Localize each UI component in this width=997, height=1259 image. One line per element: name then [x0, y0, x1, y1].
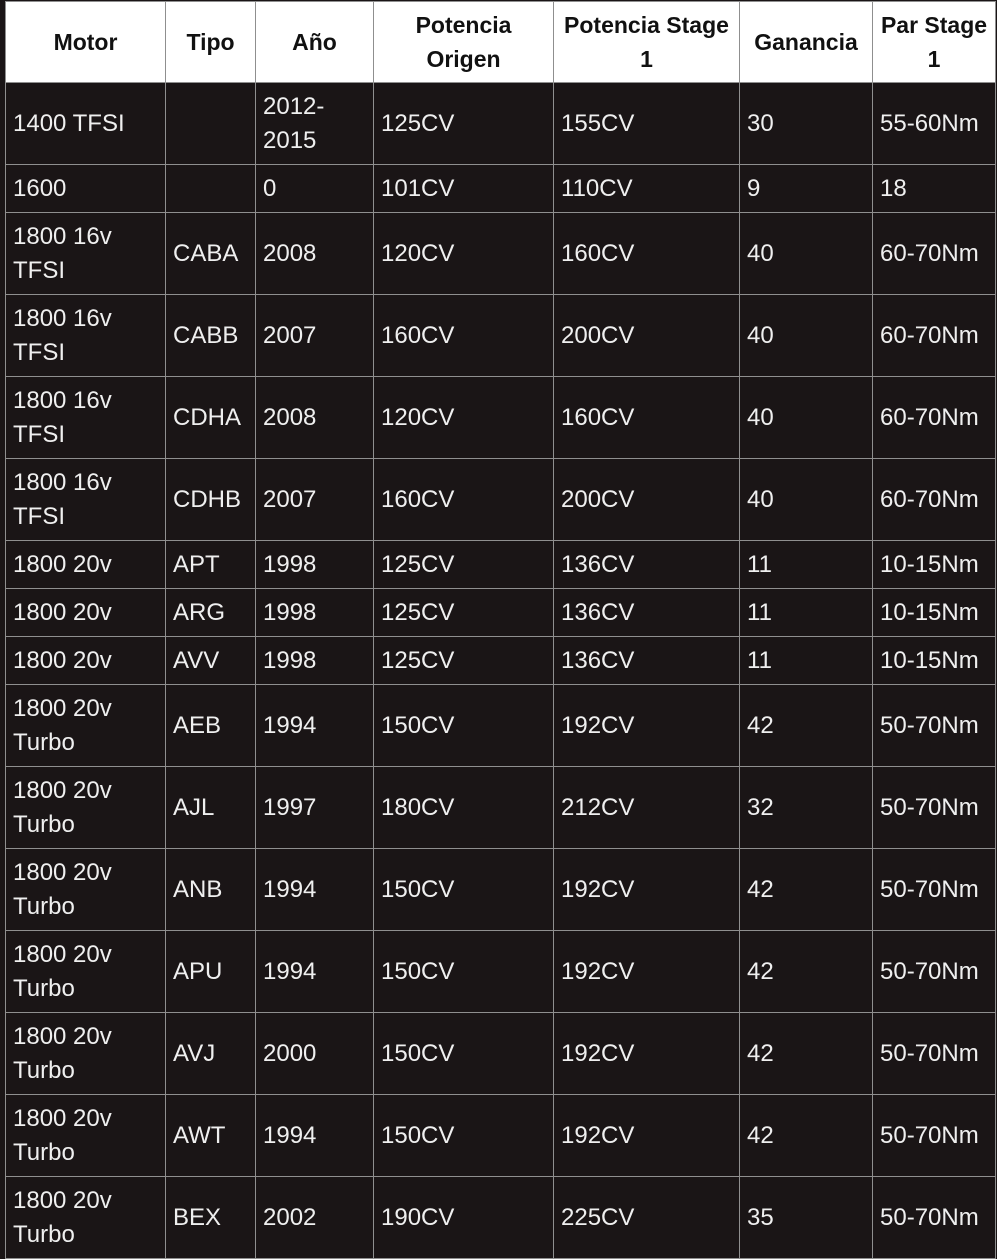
- cell-ganancia: 42: [740, 685, 873, 767]
- cell-ano: 2008: [256, 377, 374, 459]
- cell-motor: 1600: [6, 165, 166, 213]
- cell-ganancia: 40: [740, 459, 873, 541]
- cell-par-stage-1: 18: [873, 165, 996, 213]
- cell-potencia-stage-1: 192CV: [554, 931, 740, 1013]
- cell-potencia-stage-1: 136CV: [554, 637, 740, 685]
- cell-ganancia: 42: [740, 1013, 873, 1095]
- cell-potencia-stage-1: 212CV: [554, 767, 740, 849]
- header-ano: Año: [256, 2, 374, 83]
- table-row: [6, 1013, 996, 1095]
- cell-tipo: CABA: [166, 213, 256, 295]
- cell-potencia-stage-1: 225CV: [554, 1177, 740, 1259]
- cell-potencia-stage-1: 155CV: [554, 83, 740, 165]
- cell-tipo: AEB: [166, 685, 256, 767]
- cell-ganancia: 32: [740, 767, 873, 849]
- cell-potencia-origen: 190CV: [374, 1177, 554, 1259]
- cell-tipo: APT: [166, 541, 256, 589]
- table-row: [6, 459, 996, 541]
- cell-potencia-origen: 120CV: [374, 377, 554, 459]
- cell-ano: 1998: [256, 637, 374, 685]
- cell-ano: 1994: [256, 931, 374, 1013]
- cell-tipo: AVJ: [166, 1013, 256, 1095]
- header-par-stage-1: Par Stage 1: [873, 2, 996, 83]
- cell-potencia-stage-1: 192CV: [554, 685, 740, 767]
- cell-motor: 1800 20v: [6, 589, 166, 637]
- cell-tipo: CABB: [166, 295, 256, 377]
- table-row: [6, 1177, 996, 1259]
- cell-potencia-origen: 125CV: [374, 83, 554, 165]
- cell-par-stage-1: 10-15Nm: [873, 589, 996, 637]
- cell-ganancia: 30: [740, 83, 873, 165]
- cell-ano: 1994: [256, 1095, 374, 1177]
- cell-potencia-stage-1: 192CV: [554, 849, 740, 931]
- cell-ganancia: 9: [740, 165, 873, 213]
- cell-ganancia: 42: [740, 849, 873, 931]
- cell-tipo: [166, 165, 256, 213]
- cell-tipo: CDHB: [166, 459, 256, 541]
- cell-motor: 1800 20v: [6, 541, 166, 589]
- table-row: [6, 83, 996, 165]
- cell-motor: 1800 20v Turbo: [6, 1177, 166, 1259]
- cell-potencia-origen: 150CV: [374, 849, 554, 931]
- cell-tipo: AJL: [166, 767, 256, 849]
- cell-ano: 2008: [256, 213, 374, 295]
- cell-motor: 1800 16v TFSI: [6, 377, 166, 459]
- cell-ganancia: 42: [740, 931, 873, 1013]
- cell-motor: 1400 TFSI: [6, 83, 166, 165]
- table-row: [6, 377, 996, 459]
- cell-potencia-origen: 150CV: [374, 931, 554, 1013]
- cell-motor: 1800 16v TFSI: [6, 459, 166, 541]
- cell-tipo: AVV: [166, 637, 256, 685]
- table-row: [6, 931, 996, 1013]
- cell-potencia-origen: 120CV: [374, 213, 554, 295]
- cell-ano: 0: [256, 165, 374, 213]
- table-row: [6, 637, 996, 685]
- cell-ganancia: 35: [740, 1177, 873, 1259]
- cell-potencia-stage-1: 200CV: [554, 295, 740, 377]
- table-row: [6, 1095, 996, 1177]
- table-row: [6, 685, 996, 767]
- cell-potencia-origen: 150CV: [374, 685, 554, 767]
- cell-motor: 1800 20v Turbo: [6, 685, 166, 767]
- cell-ganancia: 11: [740, 637, 873, 685]
- cell-potencia-stage-1: 136CV: [554, 589, 740, 637]
- engine-tuning-table: [5, 1, 996, 1259]
- cell-ano: 1994: [256, 685, 374, 767]
- cell-tipo: ANB: [166, 849, 256, 931]
- cell-motor: 1800 20v Turbo: [6, 849, 166, 931]
- cell-ano: 1998: [256, 541, 374, 589]
- cell-par-stage-1: 50-70Nm: [873, 1013, 996, 1095]
- cell-ano: 2012-2015: [256, 83, 374, 165]
- header-tipo: Tipo: [166, 2, 256, 83]
- cell-potencia-stage-1: 200CV: [554, 459, 740, 541]
- table-row: [6, 767, 996, 849]
- cell-par-stage-1: 50-70Nm: [873, 1095, 996, 1177]
- cell-par-stage-1: 60-70Nm: [873, 295, 996, 377]
- cell-par-stage-1: 55-60Nm: [873, 83, 996, 165]
- cell-potencia-stage-1: 192CV: [554, 1095, 740, 1177]
- cell-ganancia: 40: [740, 295, 873, 377]
- table-row: [6, 849, 996, 931]
- cell-motor: 1800 20v Turbo: [6, 1013, 166, 1095]
- cell-tipo: APU: [166, 931, 256, 1013]
- table-row: [6, 213, 996, 295]
- cell-ganancia: 40: [740, 213, 873, 295]
- cell-ganancia: 11: [740, 541, 873, 589]
- cell-potencia-stage-1: 136CV: [554, 541, 740, 589]
- cell-ano: 2007: [256, 295, 374, 377]
- table-row: [6, 295, 996, 377]
- cell-potencia-origen: 150CV: [374, 1095, 554, 1177]
- cell-par-stage-1: 50-70Nm: [873, 849, 996, 931]
- cell-potencia-origen: 101CV: [374, 165, 554, 213]
- cell-tipo: BEX: [166, 1177, 256, 1259]
- table-row: [6, 165, 996, 213]
- cell-potencia-origen: 125CV: [374, 637, 554, 685]
- cell-ano: 1994: [256, 849, 374, 931]
- cell-tipo: CDHA: [166, 377, 256, 459]
- cell-motor: 1800 20v Turbo: [6, 931, 166, 1013]
- cell-potencia-origen: 180CV: [374, 767, 554, 849]
- cell-par-stage-1: 50-70Nm: [873, 685, 996, 767]
- cell-potencia-stage-1: 110CV: [554, 165, 740, 213]
- cell-par-stage-1: 10-15Nm: [873, 637, 996, 685]
- header-potencia-origen: Potencia Origen: [374, 2, 554, 83]
- cell-tipo: ARG: [166, 589, 256, 637]
- cell-potencia-stage-1: 160CV: [554, 377, 740, 459]
- cell-par-stage-1: 60-70Nm: [873, 459, 996, 541]
- cell-motor: 1800 20v Turbo: [6, 767, 166, 849]
- cell-tipo: AWT: [166, 1095, 256, 1177]
- cell-potencia-stage-1: 160CV: [554, 213, 740, 295]
- cell-ganancia: 42: [740, 1095, 873, 1177]
- header-potencia-stage-1: Potencia Stage 1: [554, 2, 740, 83]
- cell-tipo: [166, 83, 256, 165]
- cell-par-stage-1: 50-70Nm: [873, 931, 996, 1013]
- cell-ano: 2007: [256, 459, 374, 541]
- cell-motor: 1800 20v: [6, 637, 166, 685]
- table-row: [6, 541, 996, 589]
- cell-par-stage-1: 60-70Nm: [873, 213, 996, 295]
- cell-potencia-origen: 125CV: [374, 541, 554, 589]
- table-header-row: [6, 2, 996, 83]
- cell-motor: 1800 20v Turbo: [6, 1095, 166, 1177]
- header-ganancia: Ganancia: [740, 2, 873, 83]
- cell-par-stage-1: 60-70Nm: [873, 377, 996, 459]
- cell-par-stage-1: 10-15Nm: [873, 541, 996, 589]
- cell-par-stage-1: 50-70Nm: [873, 1177, 996, 1259]
- table-row: [6, 589, 996, 637]
- cell-ganancia: 40: [740, 377, 873, 459]
- cell-potencia-origen: 160CV: [374, 295, 554, 377]
- header-motor: Motor: [6, 2, 166, 83]
- cell-motor: 1800 16v TFSI: [6, 213, 166, 295]
- cell-potencia-origen: 125CV: [374, 589, 554, 637]
- cell-potencia-origen: 150CV: [374, 1013, 554, 1095]
- cell-ano: 1998: [256, 589, 374, 637]
- cell-potencia-stage-1: 192CV: [554, 1013, 740, 1095]
- cell-par-stage-1: 50-70Nm: [873, 767, 996, 849]
- cell-ano: 1997: [256, 767, 374, 849]
- cell-potencia-origen: 160CV: [374, 459, 554, 541]
- cell-ano: 2000: [256, 1013, 374, 1095]
- cell-motor: 1800 16v TFSI: [6, 295, 166, 377]
- cell-ano: 2002: [256, 1177, 374, 1259]
- cell-ganancia: 11: [740, 589, 873, 637]
